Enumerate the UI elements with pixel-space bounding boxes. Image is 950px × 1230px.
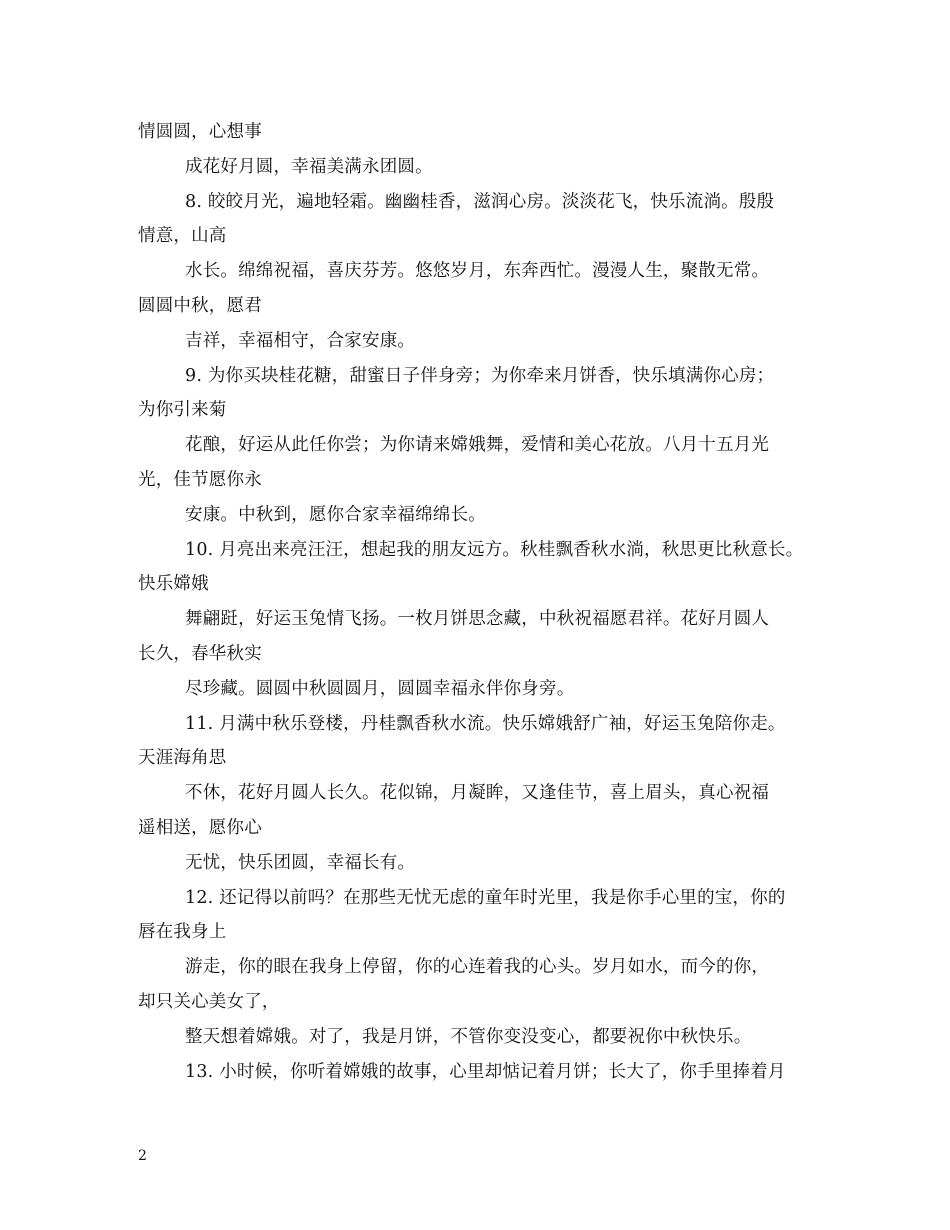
text-line: 却只关心美女了， bbox=[138, 991, 280, 1012]
text-line: 不休，花好月圆人长久。花似锦，月凝眸，又逢佳节，喜上眉头，真心祝福 bbox=[185, 783, 770, 804]
text-line: 11. 月满中秋乐登楼，丹桂飘香秋水流。快乐嫦娥舒广袖，好运玉兔陪你走。 bbox=[185, 713, 786, 734]
text-line: 13. 小时候，你听着嫦娥的故事，心里却惦记着月饼；长大了，你手里捧着月 bbox=[185, 1061, 786, 1082]
text-line: 天涯海角思 bbox=[138, 748, 227, 769]
text-line: 9. 为你买块桂花糖，甜蜜日子伴身旁；为你牵来月饼香，快乐填满你心房； bbox=[185, 365, 775, 386]
text-line: 情圆圆，心想事 bbox=[138, 122, 262, 142]
text-line: 吉祥，幸福相守，合家安康。 bbox=[185, 330, 416, 351]
text-line: 水长。绵绵祝福，喜庆芬芳。悠悠岁月，东奔西忙。漫漫人生，聚散无常。 bbox=[185, 261, 770, 282]
text-line: 无忧，快乐团圆，幸福长有。 bbox=[185, 852, 416, 873]
text-line: 长久，春华秋实 bbox=[138, 643, 262, 664]
text-line: 舞翩跹，好运玉兔情飞扬。一枚月饼思念藏，中秋祝福愿君祥。花好月圆人 bbox=[185, 609, 770, 630]
text-line: 8. 皎皎月光，遍地轻霜。幽幽桂香，滋润心房。淡淡花飞，快乐流淌。殷殷 bbox=[185, 191, 775, 212]
text-line: 光，佳节愿你永 bbox=[138, 469, 262, 490]
text-line: 圆圆中秋，愿君 bbox=[138, 295, 262, 316]
text-line: 快乐嫦娥 bbox=[138, 574, 209, 595]
text-line: 情意，山高 bbox=[138, 226, 227, 247]
text-line: 唇在我身上 bbox=[138, 922, 227, 943]
text-line: 成花好月圆，幸福美满永团圆。 bbox=[185, 156, 433, 177]
text-line: 12. 还记得以前吗？在那些无忧无虑的童年时光里，我是你手心里的宝，你的 bbox=[185, 887, 786, 908]
text-line: 为你引来菊 bbox=[138, 400, 227, 421]
text-line: 整天想着嫦娥。对了，我是月饼，不管你变没变心，都要祝你中秋快乐。 bbox=[185, 1026, 752, 1047]
text-line: 10. 月亮出来亮汪汪，想起我的朋友远方。秋桂飘香秋水淌，秋思更比秋意长。 bbox=[185, 539, 804, 560]
body-text bbox=[138, 115, 828, 1089]
page-number: 2 bbox=[138, 1148, 147, 1164]
text-line: 安康。中秋到，愿你合家幸福绵绵长。 bbox=[185, 504, 486, 525]
text-line: 花酿，好运从此任你尝；为你请来嫦娥舞，爱情和美心花放。八月十五月光 bbox=[185, 435, 770, 456]
text-line: 尽珍藏。圆圆中秋圆圆月，圆圆幸福永伴你身旁。 bbox=[185, 678, 575, 699]
text-line: 游走，你的眼在我身上停留，你的心连着我的心头。岁月如水，而今的你， bbox=[185, 957, 770, 978]
text-line: 遥相送，愿你心 bbox=[138, 817, 262, 838]
